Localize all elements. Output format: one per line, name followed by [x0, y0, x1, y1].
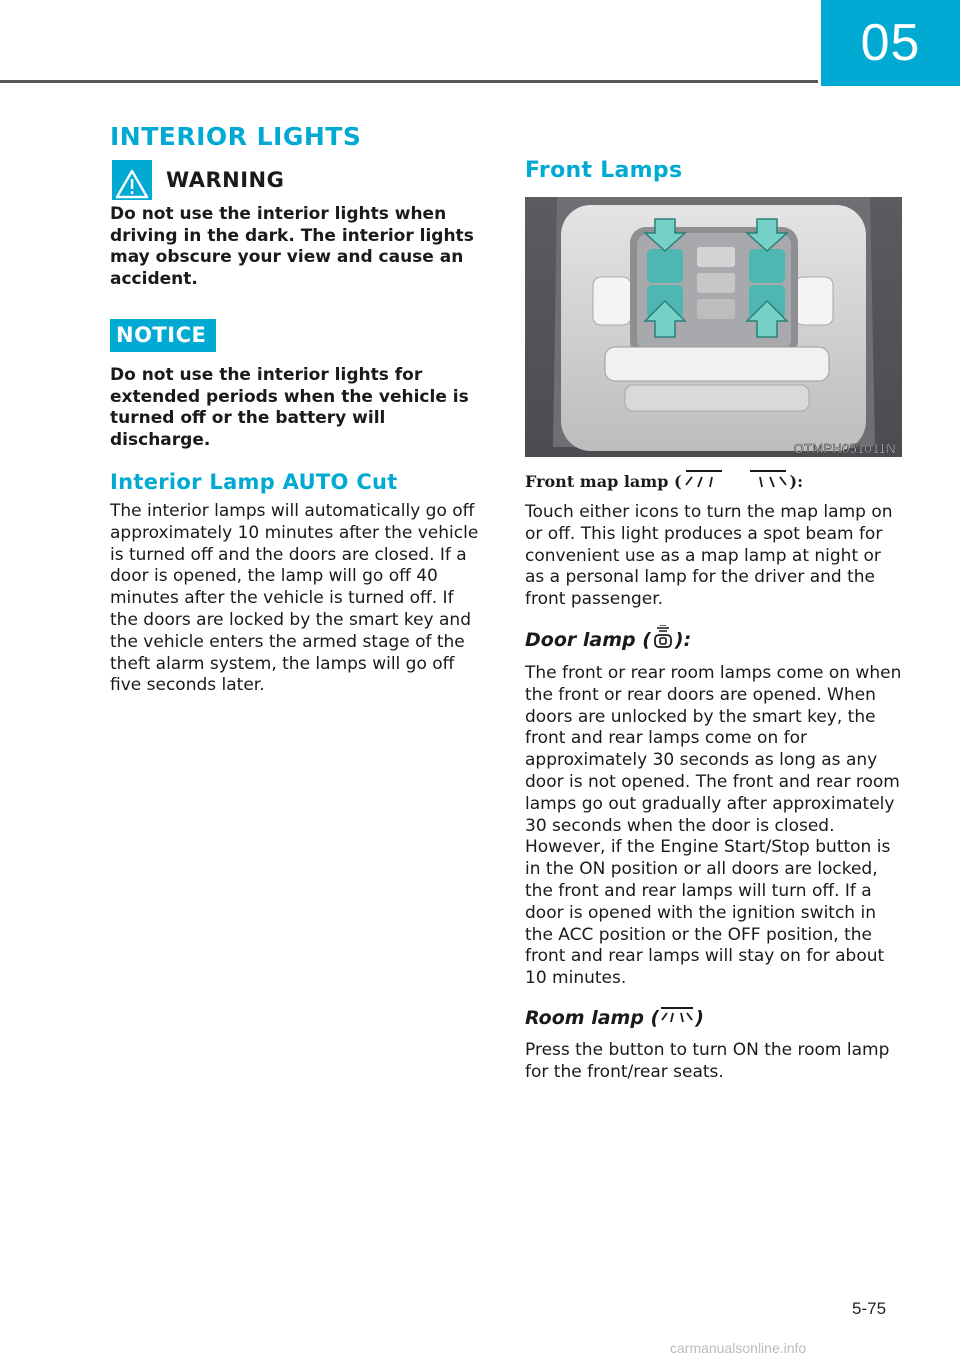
warning-header — [110, 160, 482, 200]
room-lamp-text: Press the button to turn ON the room lamp for the front/rear seats. — [525, 1039, 890, 1082]
notice-badge: NOTICE — [110, 319, 216, 352]
auto-cut-text: The interior lamps will automatically go off approximately 10 minutes after the vehicle is turned off and the doors are closed. If a door is opened, the lamp will go off 40 minutes after the vehicle is turned off. If the doors are locked by the smart key and the vehicle enters the armed stage of the theft alarm system, the lamps will go off five seconds later. — [110, 501, 479, 696]
warning-title: WARNING — [166, 168, 285, 192]
warning-triangle-icon — [112, 160, 152, 200]
map-lamp-heading-prefix: Front map lamp ( — [525, 471, 682, 491]
notice-text: Do not use the interior lights for extended periods when the vehicle is turned off or the battery will discharge. — [110, 365, 469, 450]
chapter-tab: 05 — [821, 0, 960, 86]
door-lamp-heading-prefix: Door lamp ( — [525, 629, 651, 652]
overhead-console-figure — [525, 197, 902, 457]
left-column — [110, 160, 482, 697]
door-lamp-heading-suffix: ): — [674, 629, 692, 652]
header-rule — [0, 80, 818, 83]
room-lamp-heading — [525, 1004, 905, 1033]
warning-text: Do not use the interior lights when driving in the dark. The interior lights may obscure your view and cause an accident. — [110, 204, 474, 289]
auto-cut-title: Interior Lamp AUTO Cut — [110, 470, 398, 494]
watermark: carmanualsonline.info — [670, 1340, 807, 1356]
map-lamp-text: Touch either icons to turn the map lamp on or off. This light produces a spot beam for convenient use as a map lamp at night or as a personal lamp for the driver and the front passenger. — [525, 502, 893, 610]
door-lamp-text: The front or rear room lamps come on when the front or rear doors are opened. When doors are unlocked by the smart key, the front and rear lamps come on for approximately 30 seconds as long as any door is not opened. The front and rear room lamps go out gradually after approximately 30 seconds when the door is closed. However, if the Engine Start/Stop button is in the ON position or all doors are locked, the front and rear lamps will turn off. If a door is opened with the ignition switch in the ACC position or the OFF position, the front and rear lamps will stay on for about 10 minutes. — [525, 662, 902, 989]
section-title: INTERIOR LIGHTS — [110, 122, 362, 151]
room-lamp-heading-suffix: ) — [695, 1007, 704, 1030]
map-lamp-heading-suffix: ): — [789, 471, 804, 491]
room-lamp-icon — [659, 1004, 695, 1033]
door-lamp-heading — [525, 625, 905, 656]
right-column — [525, 158, 905, 1084]
door-lamp-icon — [651, 625, 675, 656]
room-lamp-heading-prefix: Room lamp ( — [525, 1007, 660, 1030]
map-lamp-icon — [682, 467, 790, 495]
figure-code: OTMPH051011N — [793, 441, 896, 456]
front-lamps-title: Front Lamps — [525, 158, 683, 183]
page-number: 5-75 — [852, 1299, 887, 1318]
overhead-console-illustration — [525, 197, 902, 457]
map-lamp-heading — [525, 467, 905, 495]
